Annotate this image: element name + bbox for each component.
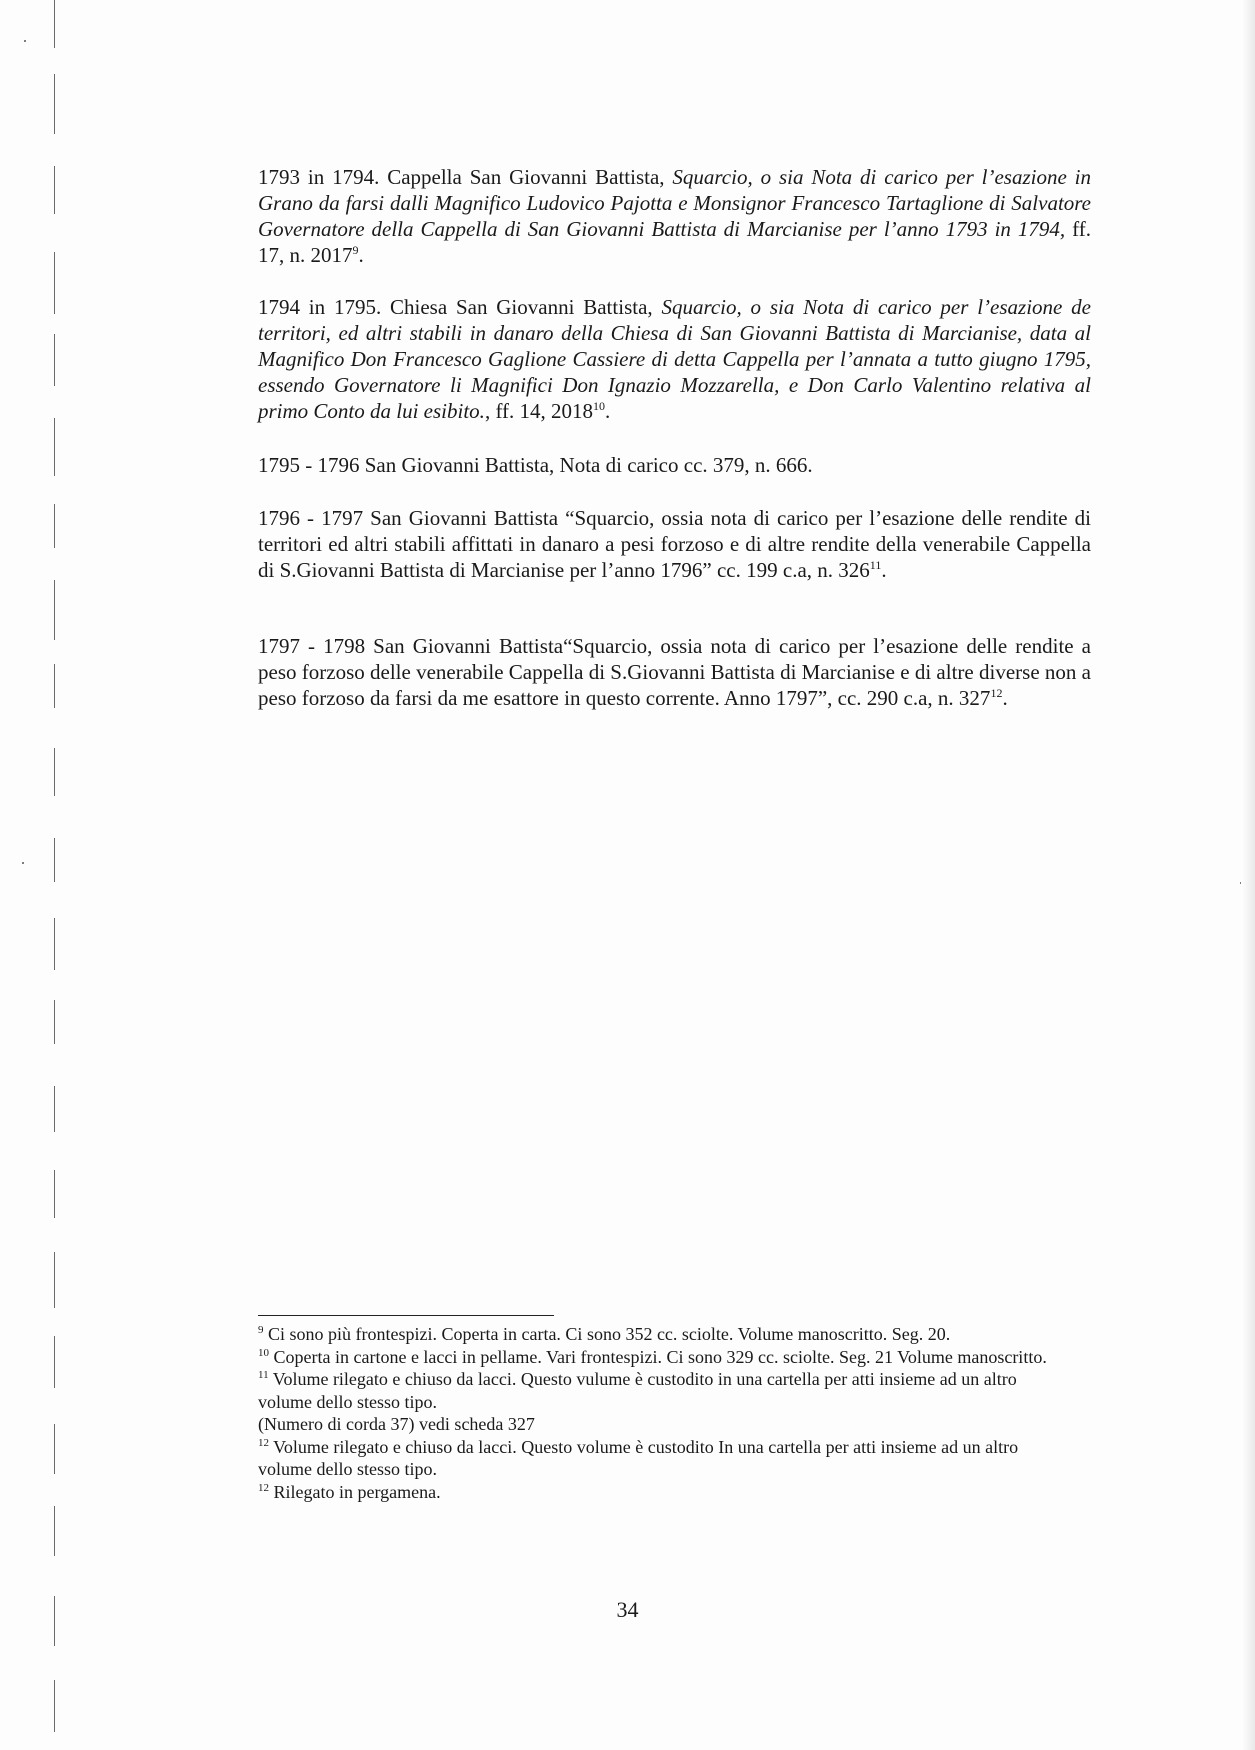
footnote-ref: 11: [869, 558, 882, 572]
entry-lead: 1793 in 1794. Cappella San Giovanni Battista,: [258, 165, 673, 189]
entry-lead: 1795 - 1796 San Giovanni Battista, Nota di carico cc. 379, n. 666.: [258, 453, 813, 477]
footnote-text: (Numero di corda 37) vedi scheda 327: [258, 1414, 535, 1434]
footnotes: [258, 1323, 1068, 1503]
entry-end: .: [605, 399, 611, 423]
binding-mark: [54, 334, 55, 386]
footnote-number: 9: [258, 1324, 264, 1336]
entry-end: .: [881, 558, 887, 582]
entry-title: Squarcio, o sia Nota di carico per l’esazione in Grano da farsi dalli Magnifico Ludovico Pajotta e Monsignor Francesco Tartaglione di Salvatore Governatore della Cappella di San Giovanni Battista di Marcianise per l’anno 1793 in 1794,: [258, 165, 1091, 241]
entry-1794-1795: [258, 294, 1091, 424]
binding-mark: [54, 1680, 55, 1732]
binding-mark: [54, 1252, 55, 1308]
entry-1795-1796: [258, 452, 1091, 478]
binding-mark: [54, 0, 55, 48]
footnote-text: Volume rilegato e chiuso da lacci. Questo vulume è custodito in una cartella per atti insieme ad un altro volume dello stesso tipo.: [258, 1369, 1017, 1412]
binding-mark: [54, 838, 55, 882]
entry-lead: 1796 - 1797 San Giovanni Battista “Squarcio, ossia nota di carico per l’esazione delle rendite di territori ed altri stabili affittati in danaro a pesi forzoso e di altre rendite della venerabile Cappella di S.Giovanni Battista di Marcianise per l’anno 1796” cc. 199 c.a, n. 326: [258, 506, 1091, 582]
binding-mark: [54, 74, 55, 134]
footnote-note: [258, 1413, 1068, 1436]
entry-lead: 1797 - 1798 San Giovanni Battista“Squarcio, ossia nota di carico per l’esazione delle rendite a peso forzoso delle venerabile Cappella di S.Giovanni Battista di Marcianise e di altre diverse non a peso forzoso da farsi da me esattore in questo corrente. Anno 1797”, cc. 290 c.a, n. 327: [258, 634, 1091, 710]
footnote-number: 10: [258, 1346, 269, 1359]
footnote-9: [258, 1323, 1068, 1346]
footnote-text: Coperta in cartone e lacci in pellame. Vari frontespizi. Ci sono 329 cc. sciolte. Seg. 21 Volume manoscritto.: [269, 1346, 1047, 1367]
binding-mark: [54, 748, 55, 796]
entry-1797-1798: [258, 633, 1091, 711]
binding-mark: [54, 1336, 55, 1388]
binding-mark: [54, 664, 55, 708]
binding-mark: [54, 252, 55, 314]
entry-title: Squarcio, o sia Nota di carico per l’esazione de territori, ed altri stabili in danaro della Chiesa di San Giovanni Battista di Marcianise, data al Magnifico Don Francesco Gaglione Cassiere di detta Cappella per l’annata a tutto giugno 1795, essendo Governatore li Magnifici Don Ignazio Mozzarella, e Don Carlo Valentino relativa al primo Conto da lui esibito.: [258, 295, 1091, 423]
binding-mark: [54, 504, 55, 548]
footnote-12a: [258, 1436, 1068, 1481]
entry-end: .: [1002, 686, 1008, 710]
footnote-ref: 12: [990, 686, 1003, 700]
footnote-text: Volume rilegato e chiuso da lacci. Questo volume è custodito In una cartella per atti insieme ad un altro volume dello stesso tipo.: [258, 1436, 1019, 1479]
binding-mark: [54, 580, 55, 640]
binding-mark: [54, 918, 55, 970]
binding-mark: [54, 1506, 55, 1556]
entry-1793-1794: [258, 164, 1091, 268]
footnote-ref: 9: [352, 243, 359, 257]
entry-lead: 1794 in 1795. Chiesa San Giovanni Battista,: [258, 295, 662, 319]
speck: [22, 862, 24, 864]
footnote-10: [258, 1346, 1068, 1369]
binding-mark: [54, 418, 55, 476]
page-edge-shadow: [1241, 0, 1255, 1750]
footnote-text: Ci sono più frontespizi. Coperta in carta. Ci sono 352 cc. sciolte. Volume manoscritto. Seg. 20.: [263, 1324, 951, 1344]
footnote-12b: [258, 1481, 1068, 1504]
footnote-ref: 10: [593, 399, 606, 413]
binding-mark: [54, 1086, 55, 1132]
footnote-separator: [258, 1315, 554, 1316]
footnote-number: 12: [258, 1436, 269, 1449]
binding-mark: [54, 1424, 55, 1474]
footnote-number: 12: [258, 1481, 269, 1494]
footnote-number: 11: [258, 1369, 269, 1381]
entry-end: .: [358, 243, 364, 267]
entry-1796-1797: [258, 505, 1091, 583]
page-number: 34: [616, 1597, 639, 1622]
binding-mark: [54, 1000, 55, 1044]
footnote-11: [258, 1368, 1068, 1413]
footnote-text: Rilegato in pergamena.: [269, 1481, 441, 1502]
speck: [24, 40, 26, 42]
binding-mark: [54, 166, 55, 214]
entry-tail: ff. 17, n. 2017: [258, 217, 1092, 267]
entry-tail: , ff. 14, 2018: [484, 399, 594, 423]
binding-mark: [54, 1170, 55, 1218]
